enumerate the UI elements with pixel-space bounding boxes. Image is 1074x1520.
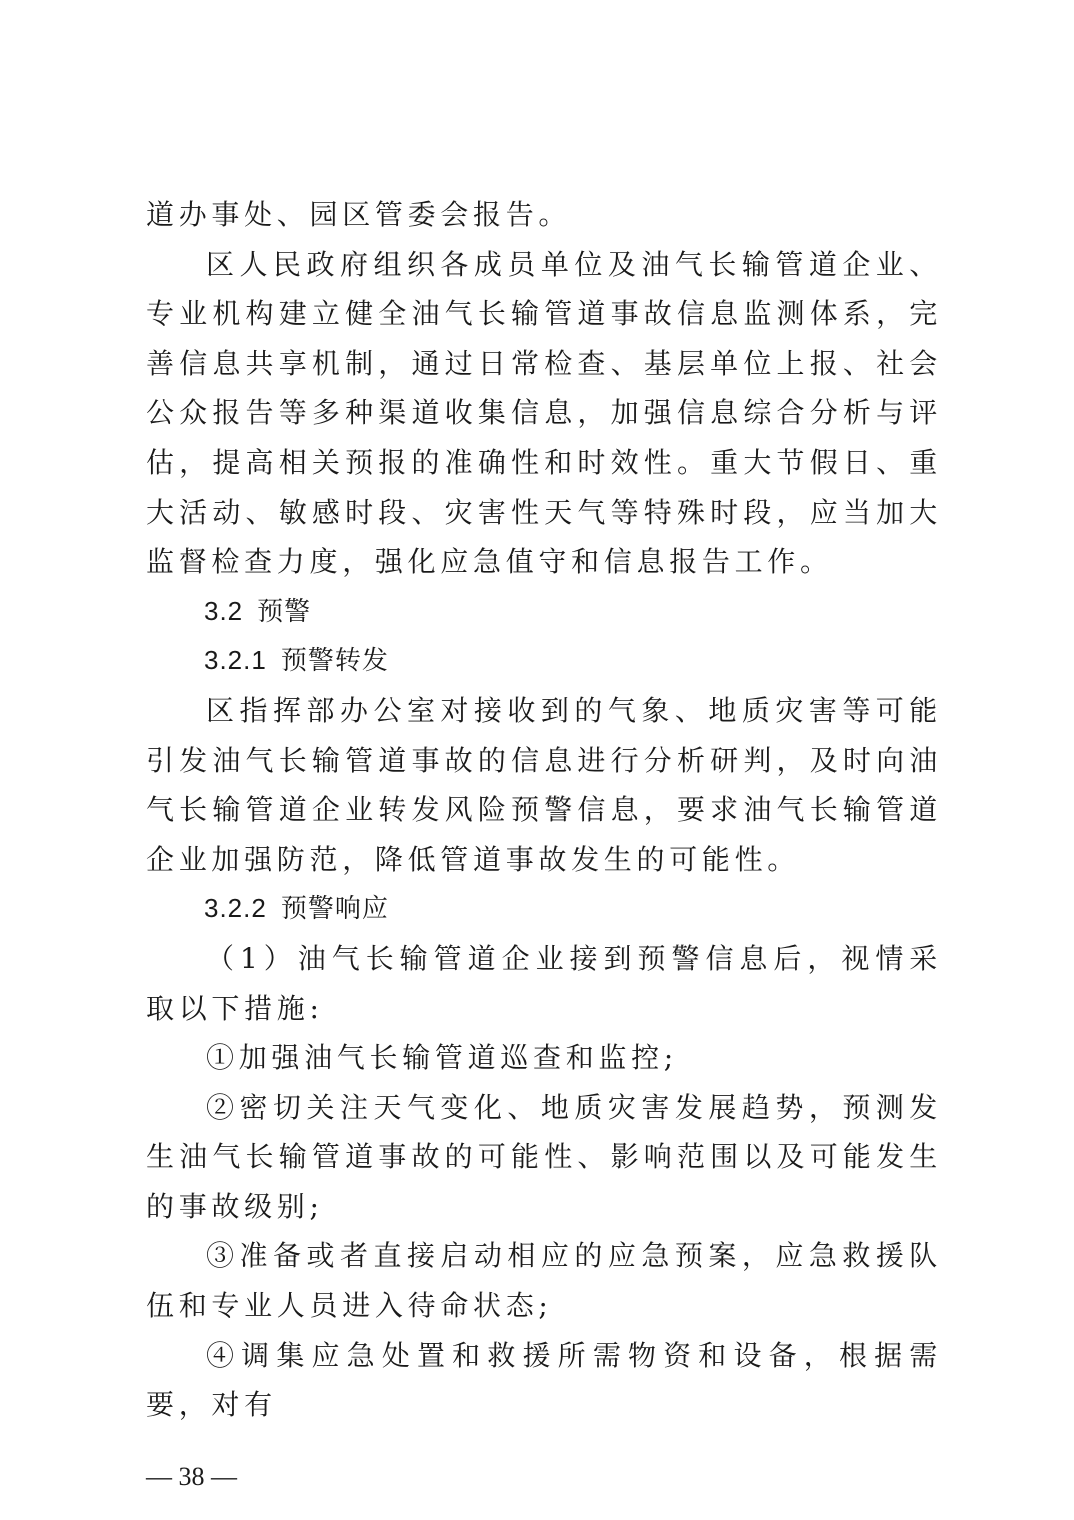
paragraph-warning-forward: 区指挥部办公室对接收到的气象、地质灾害等可能引发油气长输管道事故的信息进行分析研判，及时向油气长输管道企业转发风险预警信息，要求油气长输管道企业加强防范，降低管道事故发生的可能性。 bbox=[146, 693, 942, 876]
paragraph-monitoring: 区人民政府组织各成员单位及油气长输管道企业、专业机构建立健全油气长输管道事故信息监测体系，完善信息共享机制，通过日常检查、基层单位上报、社会公众报告等多种渠道收集信息，加强信息综合分析与评估，提高相关预报的准确性和时效性。重大节假日、重大活动、敏感时段、灾害性天气等特殊时段，应当加大监督检查力度，强化应急值守和信息报告工作。 bbox=[146, 247, 942, 579]
list-item-4: ④调集应急处置和救援所需物资和设备，根据需要，对有 bbox=[146, 1338, 942, 1422]
list-item-1: ①加强油气长输管道巡查和监控; bbox=[206, 1041, 678, 1075]
section-heading-3-2-1 bbox=[146, 636, 942, 686]
section-heading-3-2-2 bbox=[146, 884, 942, 934]
paragraph-continuation: 道办事处、园区管委会报告。 bbox=[146, 198, 572, 231]
paragraph-warning-response-intro: （1）油气长输管道企业接到预警信息后，视情采取以下措施: bbox=[146, 941, 942, 1025]
list-item-3: ③准备或者直接启动相应的应急预案，应急救援队伍和专业人员进入待命状态; bbox=[146, 1239, 942, 1323]
section-title: 预警响应 bbox=[280, 893, 389, 924]
section-number: 3.2 bbox=[204, 595, 244, 626]
section-number: 3.2.1 bbox=[204, 645, 267, 676]
section-title: 预警 bbox=[257, 595, 312, 626]
section-title: 预警转发 bbox=[280, 645, 389, 676]
list-item-2: ②密切关注天气变化、地质灾害发展趋势，预测发生油气长输管道事故的可能性、影响范围以及可能发生的事故级别; bbox=[146, 1090, 942, 1223]
page-number: — 38 — bbox=[146, 1462, 237, 1491]
section-number: 3.2.2 bbox=[204, 893, 267, 924]
document-body bbox=[146, 190, 942, 1430]
section-heading-3-2 bbox=[146, 587, 942, 637]
